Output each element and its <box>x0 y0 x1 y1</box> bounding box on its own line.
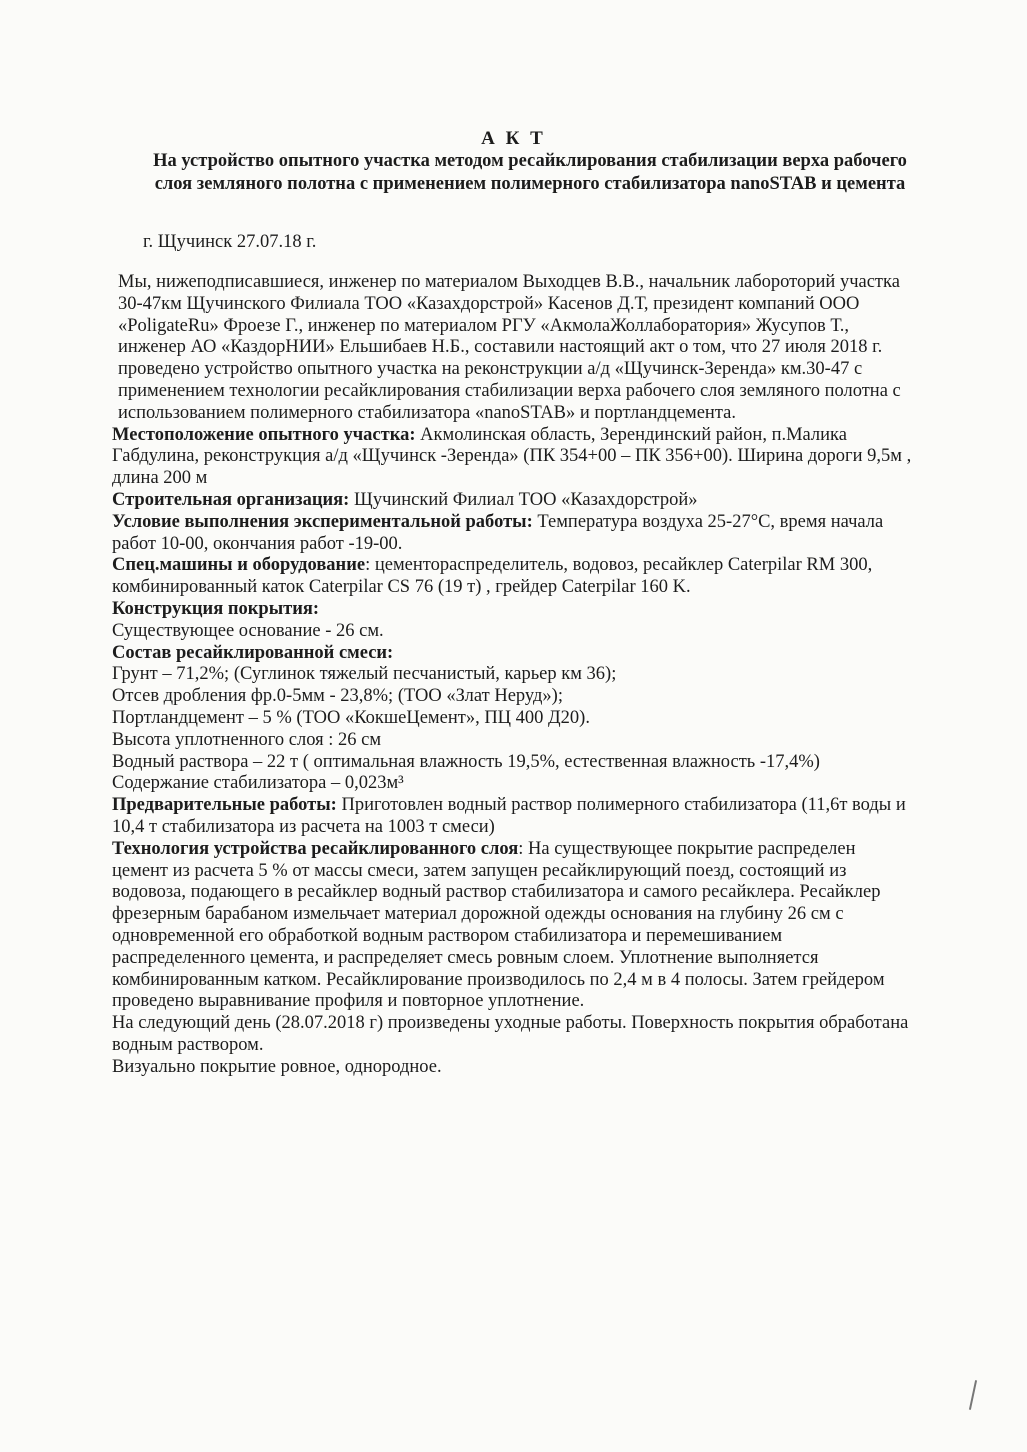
location-text: Акмолинская область, Зерендинский район, п.Малика Габдулина, реконструкция а/д «Щучинск -Зеренда» (ПК 354+00 – ПК 356+00). Ширина дороги 9,5м , длина 200 м <box>112 424 912 489</box>
visual-paragraph: Визуально покрытие ровное, однородное. <box>112 1056 442 1077</box>
mix-line: Грунт – 71,2%; (Суглинок тяжелый песчанистый, карьер км 36); <box>112 664 617 685</box>
mix-label: Состав ресайклированной смеси: <box>112 642 394 663</box>
technology-label: Технология устройства ресайклированного слоя <box>112 838 519 859</box>
mix-line: Содержание стабилизатора – 0,023м³ <box>112 773 404 794</box>
organization-paragraph <box>112 490 912 512</box>
machines-label: Спец.машины и оборудование <box>112 555 366 576</box>
conditions-paragraph <box>112 512 912 556</box>
intro-paragraph: Мы, нижеподписавшиеся, инженер по материалом Выходцев В.В., начальник лабороторий участка 30-47км Щучинского Филиала ТОО «Казахдорстрой» Касенов Д.Т, президент компаний ООО «PoligateRu» Фроезе Г., инженер по материалом РГУ «АкмолаЖоллаборатория» Жусупов Т., инженер АО «КаздорНИИ» Ельшибаев Н.Б., составили настоящий акт о том, что 27 июля 2018 г. проведено устройство опытного участка на реконструкции а/д «Щучинск-Зеренда» км.30-47 с применением технологии ресайклирования стабилизации верха рабочего слоя земляного полотна с использованием полимерного стабилизатора «nanoSTAB» и портландцемента. <box>118 272 901 423</box>
document-title: А К Т <box>481 128 546 149</box>
document-body <box>112 272 912 1078</box>
mix-heading <box>112 643 912 665</box>
scan-mark <box>969 1380 977 1410</box>
construction-label: Конструкция покрытия: <box>112 598 320 619</box>
mix-line: Отсев дробления фр.0-5мм - 23,8%; (ТОО «Злат Неруд»); <box>112 686 563 707</box>
construction-heading <box>112 599 912 621</box>
organization-label: Строительная организация: <box>112 489 350 510</box>
mix-line: Водный раствора – 22 т ( оптимальная влажность 19,5%, естественная влажность -17,4%) <box>112 751 820 772</box>
city-date: г. Щучинск 27.07.18 г. <box>143 232 317 252</box>
machines-paragraph <box>112 555 912 599</box>
technology-text: : На существующее покрытие распределен цемент из расчета 5 % от массы смеси, затем запущен ресайклирующий поезд, состоящий из водовоза, подающего в ресайклер водный раствор стабилизатора и самого ресайклера. Ресайклер фрезерным барабаном измельчает материал дорожной одежды основания на глубину 26 см с одновременной его обработкой водным раствором стабилизатора и перемешиванием распределенного цемента, и распределяет смесь ровным слоем. Уплотнение выполняется комбинированным катком. Ресайклирование производилось по 2,4 м в 4 полосы. Затем грейдером проведено выравнивание профиля и повторное уплотнение. <box>112 838 885 1012</box>
prelim-text: Приготовлен водный раствор полимерного стабилизатора (11,6т воды и 10,4 т стабилизатора из расчета на 1003 т смеси) <box>112 795 906 837</box>
organization-text: Щучинский Филиал ТОО «Казахдорстрой» <box>349 489 698 510</box>
next-day-paragraph: На следующий день (28.07.2018 г) произведены уходные работы. Поверхность покрытия обработана водным раствором. <box>112 1013 909 1055</box>
mix-line: Высота уплотненного слоя : 26 см <box>112 729 382 750</box>
location-label: Местоположение опытного участка: <box>112 424 416 445</box>
prelim-paragraph <box>112 795 912 839</box>
location-paragraph <box>112 425 912 490</box>
prelim-label: Предварительные работы: <box>112 795 337 816</box>
mix-line: Портландцемент – 5 % (ТОО «КокшеЦемент», ПЦ 400 Д20). <box>112 707 590 728</box>
construction-text: Существующее основание - 26 см. <box>112 620 384 641</box>
technology-paragraph <box>112 839 912 1013</box>
machines-text: : цементораспределитель, водовоз, ресайклер Caterpilar RM 300, комбинированный каток Caterpilar CS 76 (19 т) , грейдер Caterpilar 160 K. <box>112 555 873 598</box>
document-subtitle: На устройство опытного участка методом ресайклирования стабилизации верха рабочего слоя земляного полотна с применением полимерного стабилизатора nanoSTAB и цемента <box>153 151 907 194</box>
conditions-label: Условие выполнения экспериментальной работы: <box>112 511 533 532</box>
conditions-text: Температура воздуха 25-27°С, время начала работ 10-00, окончания работ -19-00. <box>112 511 884 554</box>
